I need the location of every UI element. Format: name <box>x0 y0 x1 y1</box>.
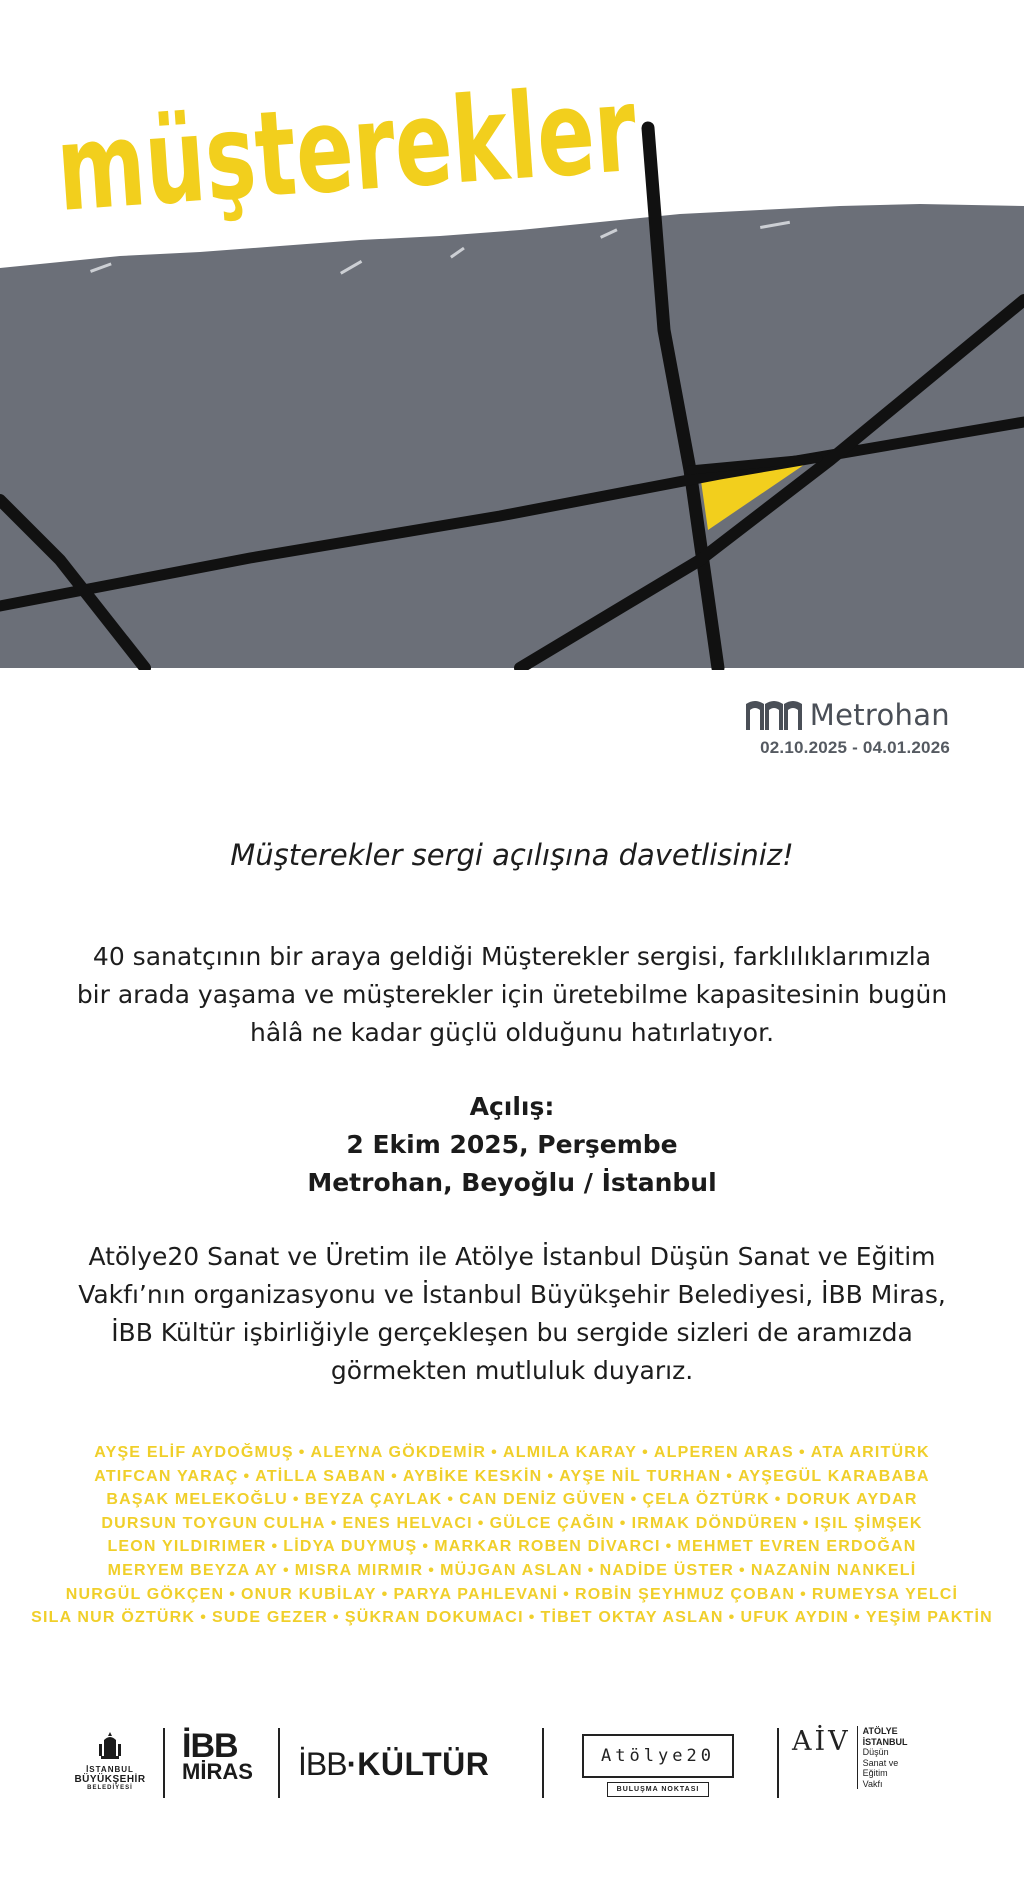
artist-separator: • <box>477 1514 485 1532</box>
artist-separator: • <box>292 1491 300 1509</box>
invitation-heading: Müşterekler sergi açılışına davetlisiniz! <box>230 838 794 872</box>
artist-name: BEYZA ÇAYLAK <box>304 1491 443 1509</box>
artist-name: MERYEM BEYZA AY <box>107 1561 278 1579</box>
ibb-line3: BELEDİYESİ <box>87 1785 133 1791</box>
organizers-line: Vakfı’nın organizasyonu ve İstanbul Büyükşehir Belediyesi, İBB Miras, <box>78 1280 946 1309</box>
kultur-prefix: İBB <box>298 1746 347 1782</box>
artist-row <box>0 1488 1024 1512</box>
artist-separator: • <box>630 1491 638 1509</box>
artist-row <box>0 1465 1024 1489</box>
slate-panel <box>0 204 1024 668</box>
aiv-line1: ATÖLYE <box>862 1726 898 1736</box>
artist-name: MISRA MIRMIR <box>294 1561 424 1579</box>
artist-separator: • <box>587 1561 595 1579</box>
sponsor-logos <box>70 1722 960 1812</box>
artist-name: ALMILA KARAY <box>502 1444 638 1461</box>
artist-name: SILA NUR ÖZTÜRK <box>31 1609 196 1627</box>
artist-name: AYŞEGÜL KARABABA <box>738 1467 930 1485</box>
poster-artwork <box>0 0 1024 670</box>
artist-name: NURGÜL GÖKÇEN <box>65 1585 225 1603</box>
artist-separator: • <box>447 1491 455 1509</box>
venue-name: Metrohan <box>809 698 950 732</box>
artist-separator: • <box>381 1585 389 1603</box>
ibb-miras-logo <box>182 1727 262 1785</box>
intro-line: 40 sanatçının bir araya geldiği Müşterekler sergisi, farklılıklarımızla <box>92 942 932 971</box>
artist-name: MÜJGAN ASLAN <box>440 1561 583 1579</box>
artist-separator: • <box>739 1561 746 1579</box>
aiv-line3: Düşün <box>862 1747 889 1757</box>
opening-details <box>0 1088 1024 1202</box>
artist-name: ROBİN ŞEYHMUZ ÇOBAN <box>574 1585 796 1603</box>
artist-name: ŞÜKRAN DOKUMACI <box>344 1609 524 1627</box>
opening-place: Metrohan, Beyoğlu / İstanbul <box>307 1168 717 1197</box>
artist-name: ATIFCAN YARAÇ <box>94 1467 239 1485</box>
artist-separator: • <box>200 1609 207 1627</box>
artist-separator: • <box>491 1444 498 1461</box>
artist-name: IRMAK DÖNDÜREN <box>631 1514 798 1532</box>
venue-block <box>746 698 950 758</box>
ibb-line1: İSTANBUL <box>86 1765 134 1774</box>
artist-name: NADİDE ÜSTER <box>599 1561 734 1579</box>
artist-row <box>0 1512 1024 1536</box>
aiv-line5: Eğitim <box>862 1768 888 1778</box>
ibb-kultur-logo <box>298 1746 489 1783</box>
organizers-line: görmekten mutluluk duyarız. <box>330 1356 694 1385</box>
miras-line1: İBB <box>182 1727 238 1765</box>
aiv-mark: AİV <box>792 1726 851 1757</box>
artist-name: YEŞİM PAKTİN <box>865 1609 993 1627</box>
ibb-logo <box>70 1730 150 1791</box>
ibb-line2: BÜYÜKŞEHİR <box>74 1774 146 1785</box>
artist-row <box>0 1535 1024 1559</box>
artist-separator: • <box>619 1514 627 1532</box>
artist-separator: • <box>798 1444 806 1461</box>
artist-name: LİDYA DUYMUŞ <box>283 1538 418 1556</box>
artist-name: AYŞE ELİF AYDOĞMUŞ <box>94 1444 294 1461</box>
artist-name: LEON YILDIRIMER <box>107 1538 267 1556</box>
artist-name: UFUK AYDIN <box>740 1609 850 1627</box>
exhibition-dates: 02.10.2025 - 04.01.2026 <box>760 738 950 757</box>
artist-separator: • <box>547 1467 555 1485</box>
artist-name: ENES HELVACI <box>342 1514 473 1532</box>
artist-separator: • <box>333 1609 340 1627</box>
opening-label: Açılış: <box>469 1092 555 1121</box>
artist-separator: • <box>665 1538 673 1556</box>
artist-separator: • <box>298 1444 306 1461</box>
atolye20-logo <box>582 1734 734 1797</box>
artist-separator: • <box>229 1585 237 1603</box>
organizers-line: Atölye20 Sanat ve Üretim ile Atölye İstanbul Düşün Sanat ve Eğitim <box>88 1242 936 1271</box>
atolye20-tag: BULUŞMA NOKTASI <box>607 1782 709 1797</box>
intro-line: hâlâ ne kadar güçlü olduğunu hatırlatıyor. <box>249 1018 775 1047</box>
artist-name: ATİLLA SABAN <box>255 1467 387 1485</box>
artist-separator: • <box>271 1538 279 1556</box>
artist-name: AYŞE NİL TURHAN <box>559 1467 722 1485</box>
artist-separator: • <box>243 1467 251 1485</box>
artist-name: ONUR KUBİLAY <box>241 1585 377 1603</box>
artist-separator: • <box>282 1561 290 1579</box>
ibb-emblem-icon <box>97 1730 123 1760</box>
artist-name: AYBİKE KESKİN <box>402 1467 543 1485</box>
artist-separator: • <box>428 1561 436 1579</box>
artist-separator: • <box>854 1609 861 1627</box>
artist-separator: • <box>800 1585 807 1603</box>
artist-name: ÇELA ÖZTÜRK <box>642 1491 770 1509</box>
artist-separator: • <box>642 1444 649 1461</box>
kultur-dot: · <box>346 1746 358 1782</box>
artist-row <box>0 1583 1024 1607</box>
kultur-main: KÜLTÜR <box>357 1746 490 1782</box>
artist-separator: • <box>528 1609 536 1627</box>
organizers-paragraph <box>0 1238 1024 1390</box>
artist-separator: • <box>563 1585 570 1603</box>
aiv-logo <box>792 1726 908 1789</box>
aiv-text <box>857 1726 908 1789</box>
artist-name: IŞIL ŞİMŞEK <box>814 1514 923 1532</box>
artist-row <box>0 1441 1024 1465</box>
miras-line2: MİRAS <box>182 1759 253 1785</box>
artist-separator: • <box>422 1538 430 1556</box>
artist-name: CAN DENİZ GÜVEN <box>459 1491 626 1509</box>
metrohan-logo-icon <box>746 700 802 730</box>
artist-name: ATA ARITÜRK <box>810 1444 930 1461</box>
poster-title: müşterekler <box>52 43 869 238</box>
artist-row <box>0 1606 1024 1630</box>
aiv-line6: Vakfı <box>862 1778 883 1789</box>
organizers-line: İBB Kültür işbirliğiyle gerçekleşen bu sergide sizleri de aramızda <box>111 1318 913 1347</box>
artist-separator: • <box>330 1514 338 1532</box>
artist-separator: • <box>391 1467 398 1485</box>
artist-name: DORUK AYDAR <box>786 1491 918 1509</box>
artist-name: MARKAR ROBEN DİVARCI <box>434 1538 661 1556</box>
artist-separator: • <box>726 1467 734 1485</box>
artist-separator: • <box>728 1609 736 1627</box>
artist-name: GÜLCE ÇAĞIN <box>489 1514 615 1532</box>
aiv-line2: İSTANBUL <box>862 1736 908 1747</box>
atolye20-name: Atölye20 <box>582 1734 734 1778</box>
artist-row <box>0 1559 1024 1583</box>
artist-name: ALEYNA GÖKDEMİR <box>310 1444 487 1461</box>
artist-name: MEHMET EVREN ERDOĞAN <box>677 1538 917 1556</box>
intro-paragraph <box>0 938 1024 1052</box>
artist-separator: • <box>802 1514 810 1532</box>
artist-name: SUDE GEZER <box>212 1609 329 1627</box>
intro-line: bir arada yaşama ve müşterekler için üretebilme kapasitesinin bugün <box>76 980 948 1009</box>
artist-name: PARYA PAHLEVANİ <box>393 1585 559 1603</box>
aiv-line4: Sanat ve <box>862 1757 899 1768</box>
artist-name: RUMEYSA YELCİ <box>811 1585 959 1603</box>
artist-name: NAZANİN NANKELİ <box>750 1561 917 1579</box>
opening-date: 2 Ekim 2025, Perşembe <box>346 1130 678 1159</box>
artist-name: DURSUN TOYGUN CULHA <box>101 1514 326 1532</box>
artist-name: ALPEREN ARAS <box>653 1444 794 1461</box>
artist-name: TİBET OKTAY ASLAN <box>540 1609 724 1627</box>
artist-list <box>0 1441 1024 1630</box>
artist-name: BAŞAK MELEKOĞLU <box>106 1491 288 1509</box>
artist-separator: • <box>774 1491 782 1509</box>
